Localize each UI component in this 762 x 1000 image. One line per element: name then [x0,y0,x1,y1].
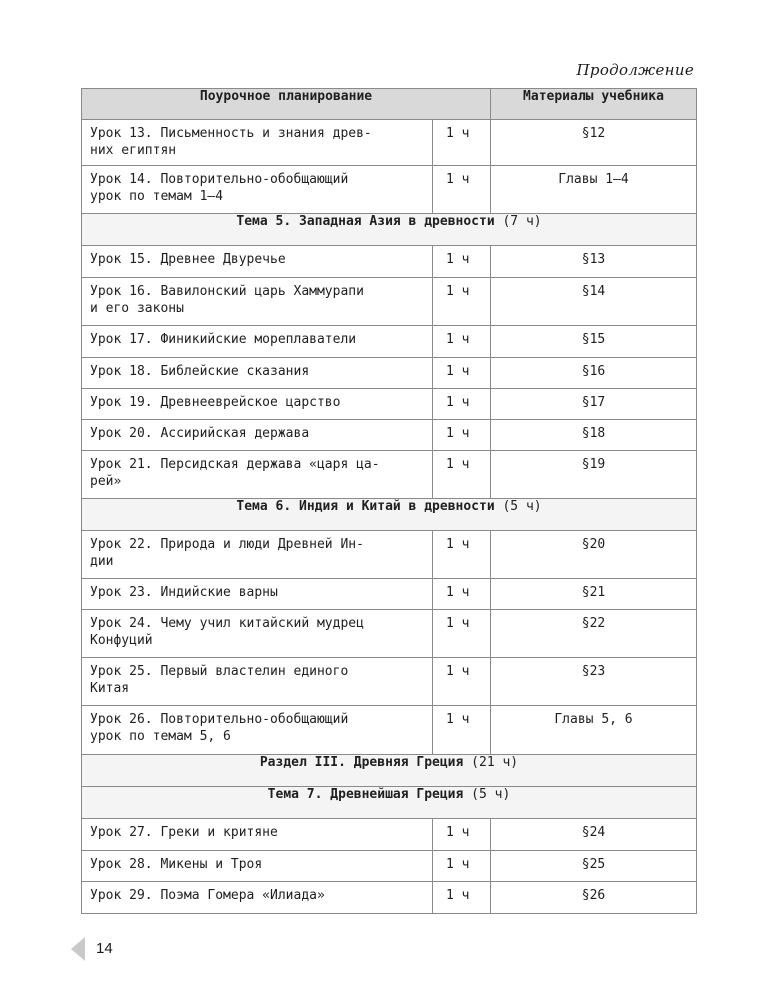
table-row [82,579,697,610]
lesson-hours: 1 ч [433,851,491,882]
lesson-hours: 1 ч [433,326,491,358]
lesson-material: §15 [491,326,697,358]
table-row [82,819,697,851]
section-title-text: Раздел III. Древняя Греция [259,755,464,770]
lesson-hours: 1 ч [433,120,491,166]
lesson-material: §22 [491,610,697,658]
header-materials: Материалы учебника [491,89,697,120]
lesson-title: Урок 24. Чему учил китайский мудрец Конфуций [82,610,433,658]
lesson-title: Урок 14. Повторительно-обобщающий урок по темам 1—4 [82,166,433,214]
table-row [82,658,697,706]
lesson-hours: 1 ч [433,882,491,914]
lesson-title: Урок 28. Микены и Троя [82,851,433,882]
section-row [82,787,697,819]
page-marker-icon [71,937,85,961]
lesson-hours: 1 ч [433,819,491,851]
lesson-title: Урок 21. Персидская держава «царя ца- рей» [82,451,433,499]
section-title [82,787,697,819]
table-row [82,851,697,882]
section-hours: (5 ч) [471,787,511,802]
section-row [82,499,697,531]
lesson-title: Урок 27. Греки и критяне [82,819,433,851]
section-title [82,755,697,787]
table-row [82,358,697,389]
page-number: 14 [96,940,113,957]
table-header-row [82,89,697,120]
lesson-hours: 1 ч [433,278,491,326]
table-row [82,882,697,914]
lesson-material: Главы 1—4 [491,166,697,214]
table-row [82,389,697,420]
lesson-material: §26 [491,882,697,914]
section-title-text: Тема 6. Индия и Китай в древности [236,499,495,514]
lesson-title: Урок 20. Ассирийская держава [82,420,433,451]
lesson-hours: 1 ч [433,706,491,755]
lesson-hours: 1 ч [433,610,491,658]
lesson-title: Урок 13. Письменность и знания древ- них египтян [82,120,433,166]
lesson-hours: 1 ч [433,531,491,579]
lesson-material: §23 [491,658,697,706]
table-row [82,451,697,499]
lesson-title: Урок 22. Природа и люди Древней Ин- дии [82,531,433,579]
lesson-material: §17 [491,389,697,420]
section-title [82,499,697,531]
lesson-plan-table [81,88,697,914]
lesson-title: Урок 17. Финикийские мореплаватели [82,326,433,358]
section-hours: (7 ч) [502,214,542,229]
lesson-material: §21 [491,579,697,610]
table-row [82,278,697,326]
table-row [82,420,697,451]
lesson-material: §18 [491,420,697,451]
lesson-material: §19 [491,451,697,499]
lesson-title: Урок 15. Древнее Двуречье [82,246,433,278]
lesson-hours: 1 ч [433,166,491,214]
table-row [82,166,697,214]
continuation-label: Продолжение [576,61,694,79]
lesson-hours: 1 ч [433,579,491,610]
section-title-text: Тема 5. Западная Азия в древности [236,214,495,229]
lesson-title: Урок 25. Первый властелин единого Китая [82,658,433,706]
table-row [82,706,697,755]
lesson-title: Урок 19. Древнееврейское царство [82,389,433,420]
lesson-material: Главы 5, 6 [491,706,697,755]
header-planning: Поурочное планирование [82,89,491,120]
lesson-title: Урок 29. Поэма Гомера «Илиада» [82,882,433,914]
lesson-material: §13 [491,246,697,278]
lesson-hours: 1 ч [433,246,491,278]
lesson-hours: 1 ч [433,451,491,499]
lesson-hours: 1 ч [433,420,491,451]
lesson-material: §20 [491,531,697,579]
lesson-hours: 1 ч [433,358,491,389]
table-row [82,326,697,358]
lesson-hours: 1 ч [433,389,491,420]
section-row [82,214,697,246]
section-hours: (5 ч) [502,499,542,514]
lesson-material: §24 [491,819,697,851]
lesson-title: Урок 16. Вавилонский царь Хаммурапи и его законы [82,278,433,326]
lesson-material: §12 [491,120,697,166]
lesson-title: Урок 18. Библейские сказания [82,358,433,389]
lesson-material: §25 [491,851,697,882]
table-row [82,610,697,658]
lesson-material: §16 [491,358,697,389]
section-row [82,755,697,787]
lesson-material: §14 [491,278,697,326]
section-hours: (21 ч) [471,755,519,770]
section-title-text: Тема 7. Древнейшая Греция [267,787,464,802]
section-title [82,214,697,246]
table-row [82,531,697,579]
table-row [82,120,697,166]
lesson-title: Урок 23. Индийские варны [82,579,433,610]
table-row [82,246,697,278]
lesson-hours: 1 ч [433,658,491,706]
lesson-title: Урок 26. Повторительно-обобщающий урок по темам 5, 6 [82,706,433,755]
